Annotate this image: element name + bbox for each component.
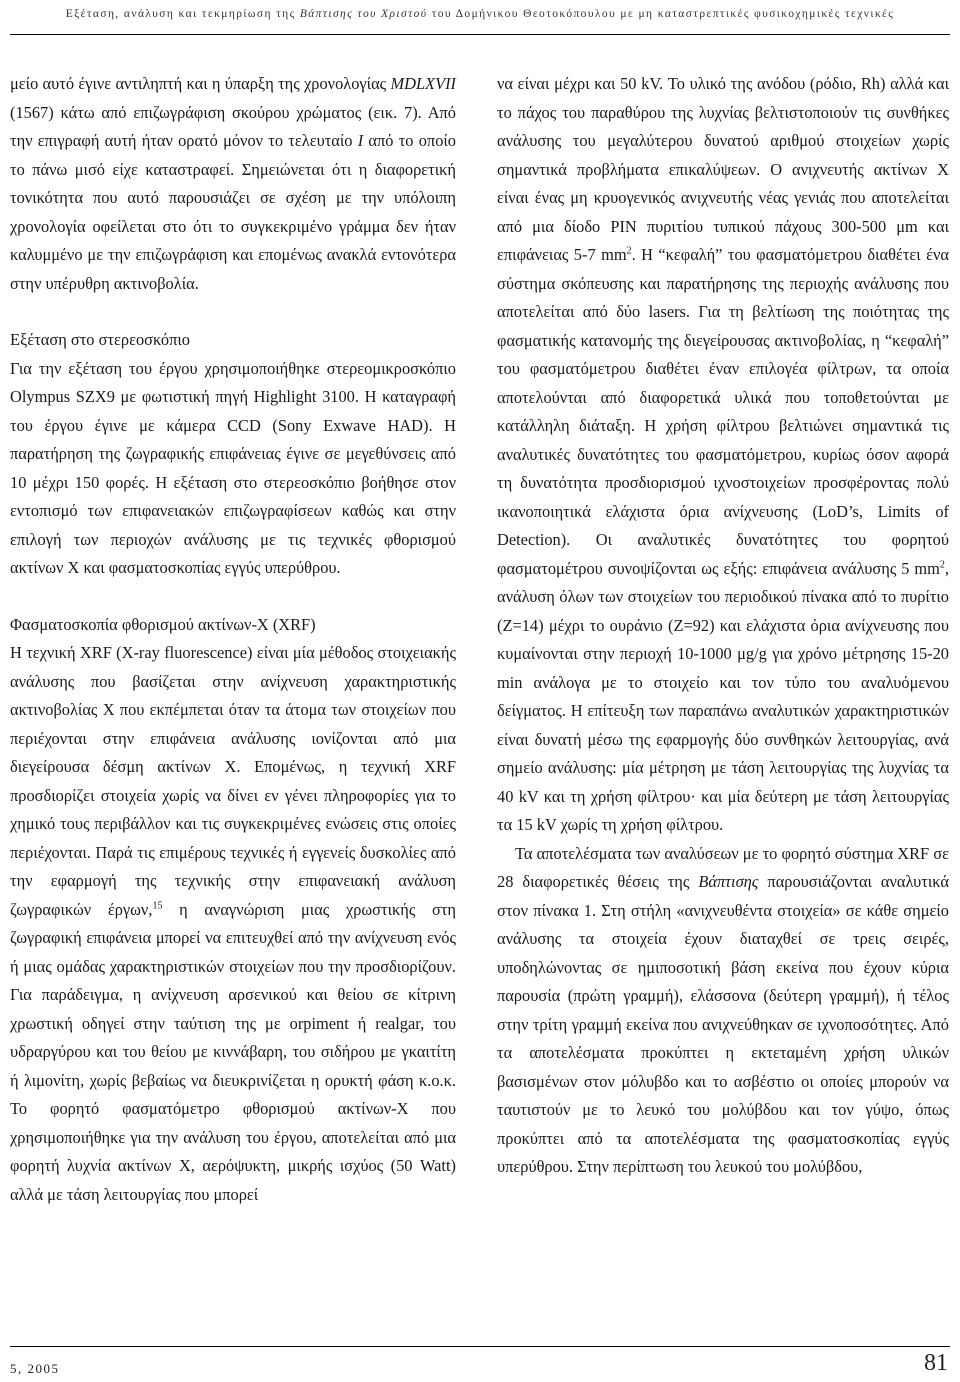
header-divider [10,34,950,35]
text-run: η αναγνώριση μιας χρωστικής στη ζωγραφική επιφάνεια μπορεί να επιτευχθεί από την ανίχνευση ενός ή μιας ομάδας χαρακτηριστικών στοιχείων που την προσδιορίζουν. Για παράδειγμα, η ανίχνευση αρσενικού και θείου σε κίτρινη χρωστική οδηγεί στην ταύτιση της με orpiment ή realgar, του υδραργύρου και του θείου με κιννάβαρη, του σιδήρου με γκαιτίτη ή λιμονίτη, χωρίς βεβαίως να διευκρινίζεται η ορυκτή φάση κ.ο.κ. Το φορητό φασματόμετρο φθορισμού ακτίνων-X που χρησιμοποιήθηκε για την ανάλυση του έργου, αποτελείται από μια φορητή λυχνία ακτίνων X, αερόψυκτη, μικρής ισχύος (50 Watt) αλλά με τάση λειτουργίας που μπορεί [10,899,456,1204]
paragraph [10,70,456,298]
paragraph [497,840,949,1182]
paragraph [10,639,456,1209]
header-title-suffix: του Δομήνικου Θεοτοκόπουλου με μη καταστρεπτικές φυσικοχημικές τεχνικές [431,8,895,20]
text-run: I [357,131,364,150]
paragraph [497,70,949,840]
text-run: Τα αποτελέσματα των αναλύσεων με το φορητό σύστημα XRF σε 28 διαφορετικές θέσεις της [497,843,949,891]
text-run: MDLXVII [390,74,456,93]
left-column [10,70,456,1209]
text-run: να είναι μέχρι και 50 kV. Το υλικό της ανόδου (ρόδιο, Rh) αλλά και το πάχος του παραθύρου της λυχνίας βελτιστοποιούν τις συνθήκες ανάλυσης του μεγαλύτερου δυνατού αριθμού στοιχείων χωρίς σημαντικά προβλήματα επικαλύψεων. Ο ανιχνευτής ακτίνων X είναι ένας μη κρυογενικός ανιχνευτής νέας γενιάς που αποτελείται από μια δίοδο PIN πυριτίου τυπικού πάχους 300-500 μm και επιφάνειας 5-7 mm [497,74,949,264]
running-header [0,8,960,20]
text-run: Η τεχνική XRF (X-ray fluorescence) είναι μία μέθοδος στοιχειακής ανάλυσης που βασίζεται στην ανίχνευση χαρακτηριστικής ακτινοβολίας X που εκπέμπεται όταν τα άτομα των στοιχείων που περιέχονται στην επιφάνεια ανάλυσης ιονίζονται από μια διεγείρουσα δέσμη ακτίνων X. Επομένως, η τεχνική XRF προσδιορίζει στοιχεία χωρίς να δίνει εν γένει πληροφορίες για το χημικό τους περιβάλλον και τις συγκεκριμένες ενώσεις στις οποίες περιέχονται. Παρά τις επιμέρους τεχνικές ή εγγενείς δυσκολίες από την εφαρμογή της τεχνικής στην επιφανειακή ανάλυση ζωγραφικών έργων, [10,643,456,919]
section-heading-xrf: Φασματοσκοπία φθορισμού ακτίνων-X (XRF) [10,614,316,634]
paragraph: Για την εξέταση του έργου χρησιμοποιήθηκε στερεομικροσκόπιο Olympus SZX9 με φωτιστική πηγή Highlight 3100. Η καταγραφή του έργου έγινε με κάμερα CCD (Sony Exwave HAD). Η παρατήρηση της ζωγραφικής επιφάνειας έγινε σε μεγεθύνσεις από 10 μέχρι 150 φορές. Η εξέταση στο στερεοσκόπιο βοήθησε στον εντοπισμό των επιφανειακών επιζωγραφίσεων καθώς και στην επιλογή των περιοχών ανάλυσης με τις τεχνικές φθορισμού ακτίνων X και φασματοσκοπίας εγγύς υπερύθρου. [10,358,456,577]
footer-divider [10,1346,950,1347]
page-number: 81 [924,1350,948,1376]
text-run: από το οποίο το πάνω μισό είχε καταστραφεί. Σημειώνεται ότι η διαφορετική τονικότητα που αυτό παρουσιάζει σε σχέση με την υπόλοιπη χρονολογία οφείλεται στο ότι το συγκεκριμένο γράμμα δεν ήταν καλυμμένο με την επιζωγράφιση και επομένως ανακλά εντονότερα στην υπέρυθρη ακτινοβολία. [10,131,456,293]
right-column [497,70,949,1182]
text-run: παρουσιάζονται αναλυτικά στον πίνακα 1. Στη στήλη «ανιχνευθέντα στοιχεία» σε κάθε σημείο ανάλυσης τα στοιχεία έχουν διαταχθεί σε τρεις σειρές, υποδηλώνοντας σε ημιποσοτική βάση εκείνα που έχουν κύρια παρουσία (πρώτη γραμμή), ελάσσονα (δεύτερη γραμμή), ή τέλος στην τρίτη γραμμή εκείνα που ανιχνεύθηκαν σε ιχνοποσότητες. Από τα αποτελέσματα προκύπτει η εκτεταμένη χρήση υλικών βασισμένων στον μόλυβδο και το ασβέστιο οι οποίες μπορούν να ταυτιστούν με το λευκό του μολύβδου και τον γύψο, όπως προκύπτει από τα αποτελέσματα της φασματοσκοπίας εγγύς υπερύθρου. Στην περίπτωση του λευκού του μολύβδου, [497,872,949,1176]
section-heading-stereoscope: Εξέταση στο στερεοσκόπιο [10,330,190,349]
issue-label: 5, 2005 [10,1361,60,1376]
text-run: μείο αυτό έγινε αντιληπτή και η ύπαρξη της χρονολογίας [10,74,391,93]
footnote-ref[interactable]: 15 [152,900,163,912]
header-title-work: Βάπτισης του Χριστού [299,8,428,20]
superscript: 2 [626,245,632,257]
superscript: 2 [939,559,945,571]
text-run: (1567) κάτω από επιζωγράφιση σκούρου χρώματος (εικ. 7). Από την επιγραφή αυτή ήταν ορατό μόνον το τελευταίο [10,102,456,150]
header-title-prefix: Εξέταση, ανάλυση και τεκμηρίωση της [65,8,296,20]
text-run: , ανάλυση όλων των στοιχείων του περιοδικού πίνακα από το πυρίτιο (Z=14) μέχρι το ουράνιο (Z=92) και ελάχιστα όρια ανίχνευσης που κυμαίνονται στην περιοχή 10-1000 μg/g για χρόνο μέτρησης 15-20 min ανάλογα με το στοιχείο και τον τύπο του αναλυόμενου δείγματος. Η επίτευξη των παραπάνω αναλυτικών χαρακτηριστικών είναι δυνατή μέσω της εφαρμογής δύο συνθηκών λειτουργίας, ανά σημείο ανάλυσης: μία μέτρηση με τάση λειτουργίας της λυχνίας τα 40 kV και τη χρήση φίλτρου· και μία δεύτερη με τάση λειτουργίας τα 15 kV χωρίς τη χρήση φίλτρου. [497,558,949,834]
text-run: Βάπτισης [698,872,759,891]
text-run: . Η “κεφαλή” του φασματόμετρου διαθέτει ένα σύστημα σκόπευσης και παρατήρησης της περιοχής ανάλυσης που αποτελείται από δύο lasers. Για τη βελτίωση της ποιότητας της φασματικής κατανομής της διεγείρουσας ακτινοβολίας, η “κεφαλή” του φασματόμετρου διαθέτει έναν επιλογέα φίλτρων, τα οποία αποτελούνται από διαφορετικά υλικά που τοποθετούνται με κατάλληλη διάταξη. Η χρήση φίλτρου βελτιώνει σημαντικά τις αναλυτικές δυνατότητες του φασματόμετρου, κυρίως όσον αφορά τη δυνατότητα προσδιορισμού ιχνοστοιχείων προσφέροντας πολύ ικανοποιητικά ελάχιστα όρια ανίχνευσης (LoD’s, Limits of Detection). Οι αναλυτικές δυνατότητες του φορητού φασματομέτρου συνοψίζονται ως εξής: επιφάνεια ανάλυσης 5 mm [497,245,949,578]
